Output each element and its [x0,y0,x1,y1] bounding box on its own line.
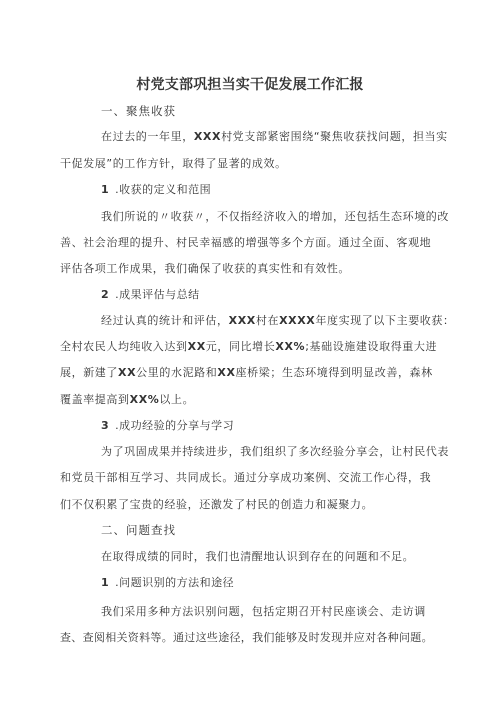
subheading-2-1: 1 .问题识别的方法和途径 [101,576,235,589]
document-title: 村党支部巩担当实干促发展工作汇报 [136,77,364,93]
paragraph-line: 和党员干部相互学习、共同成长。通过分享成功案例、交流工作心得，我 [60,471,432,484]
section-heading-1: 一、聚焦收获 [101,104,176,118]
paragraph-line: 我们采用多种方法识别问题，包括定期召开村民座谈会、走访调 [101,605,426,618]
section-heading-2: 二、问题查找 [101,523,176,537]
paragraph-line: 评估各项工作成果，我们确保了收获的真实性和有效性。 [60,262,350,275]
paragraph-line: 查、查阅相关资料等。通过这些途径，我们能够及时发现并应对各种问题。 [60,631,433,644]
paragraph-line: 为了巩固成果并持续进步，我们组织了多次经验分享会，让村民代表 [101,445,449,458]
paragraph-line: 我们所说的〃收获〃，不仅指经济收入的增加，还包括生态环境的改 [101,210,449,223]
paragraph-line: 覆盖率提高到XX%以上。 [60,393,195,406]
subheading-1-1: 1 .收获的定义和范围 [101,183,212,196]
paragraph-line: 善、社会治理的提升、村民幸福感的增强等多个方面。通过全面、客观地 [60,236,432,249]
subheading-1-3: 3 .成功经验的分享与学习 [101,419,235,432]
paragraph-line: 们不仅积累了宝贵的经验，还激发了村民的创造力和凝聚力。 [60,498,374,511]
subheading-1-2: 2 .成果评估与总结 [101,288,200,301]
paragraph-line: 在取得成绩的同时，我们也清醒地认识到存在的问题和不足。 [101,550,415,563]
paragraph-line: 在过去的一年里，XXX村党支部紧密围绕“聚焦收获找问题，担当实 [101,130,448,143]
paragraph-line: 全村农民人均纯收入达到XX元，同比增长XX%;基础设施建设取得重大进 [60,340,438,353]
paragraph-line: 经过认真的统计和评估，XXX村在XXXX年度实现了以下主要收获： [101,314,455,327]
paragraph-line: 干促发展”的工作方针，取得了显著的成效。 [60,157,287,170]
paragraph-line: 展，新建了XX公里的水泥路和XX座桥梁；生态环境得到明显改善，森林 [60,366,433,379]
